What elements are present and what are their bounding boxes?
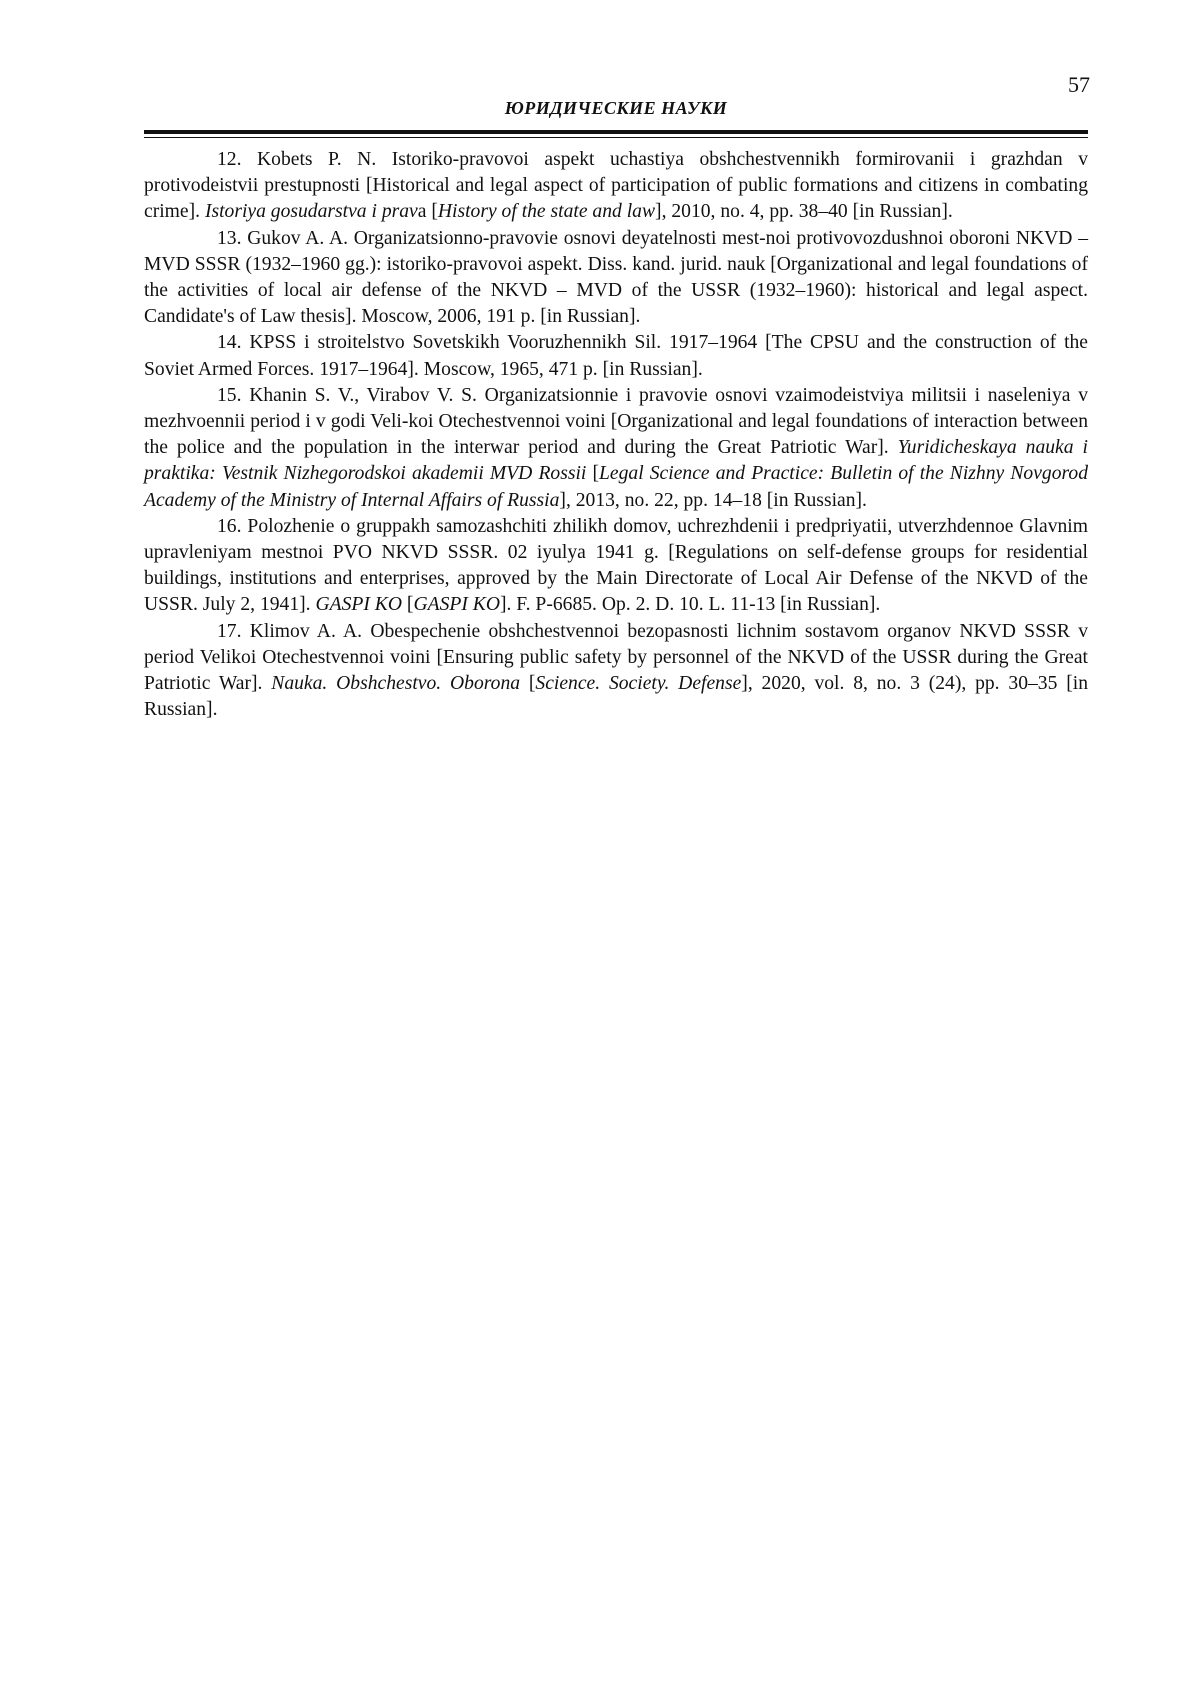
reference-text: [ bbox=[402, 594, 414, 616]
reference-list bbox=[144, 147, 1088, 723]
reference-text: ]. F. P-6685. Op. 2. D. 10. L. 11-13 [in Russian]. bbox=[499, 594, 881, 616]
reference-text: [ bbox=[586, 463, 600, 485]
reference-item bbox=[144, 147, 1088, 226]
running-title: ЮРИДИЧЕСКИЕ НАУКИ bbox=[504, 98, 728, 118]
reference-text: ], 2020, vol. 8, no. 3 (24), pp. 30–35 [in Russian]. bbox=[144, 673, 1088, 721]
reference-journal: Istoriya gosudarstva i prav bbox=[204, 201, 418, 223]
reference-text: [ bbox=[520, 673, 536, 695]
reference-journal: Nauka. Obshchestvo. Oborona bbox=[271, 673, 521, 695]
reference-item bbox=[144, 514, 1088, 619]
reference-text: 16. Polozhenie o gruppakh samozashchiti zhilikh domov, uchrezhdenii i predpriyatii, utverzhdennoe Glavnim upravleniyam mestnoi PVO NKVD SSSR. 02 iyulya 1941 g. [Regulations on self-defense groups for residential buildings, institutions and enterprises, approved by the Main Directorate of Local Air Defense of the NKVD of the USSR. July 2, 1941]. bbox=[144, 515, 1088, 616]
reference-item bbox=[144, 330, 1088, 382]
reference-journal-translation: Legal Science and Practice: Bulletin of the Nizhny Novgorod Academy of the Ministry of Internal Affairs of Russia bbox=[144, 463, 1088, 511]
reference-journal: Yuridicheskaya nauka i praktika: Vestnik Nizhegorodskoi akademii MVD Rossii bbox=[144, 437, 1088, 485]
reference-text: ], 2010, no. 4, pp. 38–40 [in Russian]. bbox=[655, 201, 953, 223]
reference-journal-translation: History of the state and law bbox=[437, 201, 656, 223]
reference-journal-translation: GASPI KO bbox=[413, 594, 500, 616]
page-number: 57 bbox=[1068, 72, 1090, 97]
reference-text: 17. Klimov A. A. Obespechenie obshchestvennoi bezopasnosti lichnim sostavom organov NKVD SSSR v period Velikoi Otechestvennoi voini [Ensuring public safety by personnel of the NKVD of the USSR during the Great Patriotic War]. bbox=[144, 620, 1088, 695]
reference-text: ], 2013, no. 22, pp. 14–18 [in Russian]. bbox=[559, 489, 867, 511]
reference-item bbox=[144, 226, 1088, 331]
reference-text: 13. Gukov A. A. Organizatsionno-pravovie osnovi deyatelnosti mest-noi protivovozdushnoi oboroni NKVD – MVD SSSR (1932–1960 gg.): istoriko-pravovoi aspekt. Diss. kand. jurid. nauk [Organizational and legal foundations of the activities of local air defense of the NKVD – MVD of the USSR (1932–1960): historical and legal aspect. Candidate's of Law thesis]. Moscow, 2006, 191 p. [in Russian]. bbox=[144, 227, 1088, 328]
reference-journal-translation: Science. Society. Defense bbox=[535, 673, 742, 695]
reference-text: 14. KPSS i stroitelstvo Sovetskikh Vooruzhennikh Sil. 1917–1964 [The CPSU and the construction of the Soviet Armed Forces. 1917–1964]. Moscow, 1965, 471 p. [in Russian]. bbox=[144, 332, 1088, 380]
reference-journal: GASPI KO bbox=[315, 594, 403, 616]
reference-text: 12. Kobets P. N. Istoriko-pravovoi aspekt uchastiya obshchestvennikh formirovanii i grazhdan v protivodeistvii prestupnosti [Historical and legal aspect of participation of public formations and citizens in combating crime]. bbox=[144, 149, 1088, 223]
reference-item bbox=[144, 383, 1088, 514]
reference-item bbox=[144, 619, 1088, 724]
reference-text: 15. Khanin S. V., Virabov V. S. Organizatsionnie i pravovie osnovi vzaimodeistviya militsii i naseleniya v mezhvoennii period i v godi Veli-koi Otechestvennoi voini [Organizational and legal foundations of interaction between the police and the population in the interwar period and during the Great Patriotic War]. bbox=[144, 384, 1088, 459]
header-rule-thick bbox=[144, 130, 1088, 134]
header-rule-thin bbox=[144, 137, 1088, 138]
reference-text: a [ bbox=[417, 201, 438, 223]
